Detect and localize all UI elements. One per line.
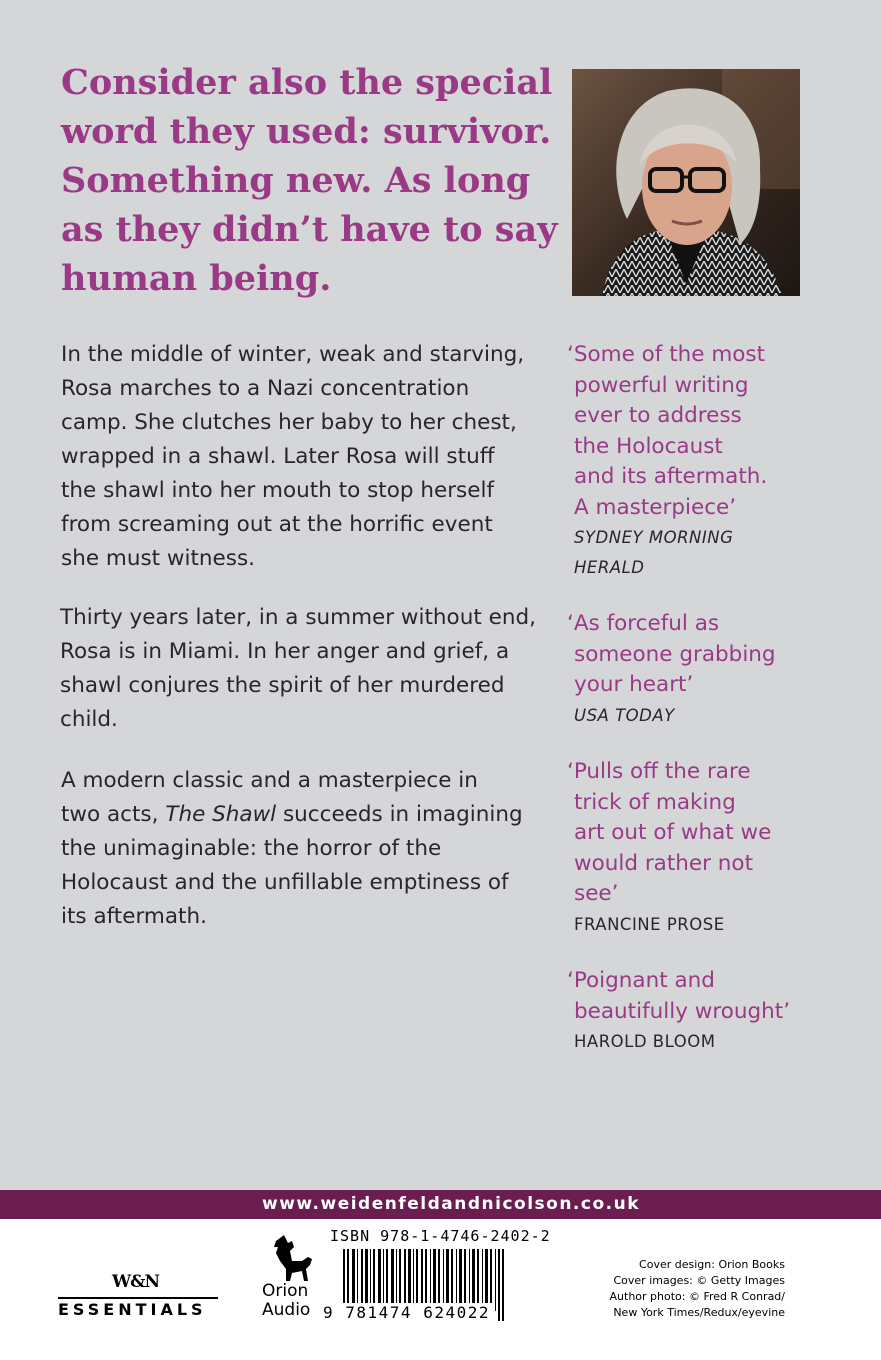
orion-audio-line: Orion — [262, 1281, 309, 1301]
blurb-line: the shawl into her mouth to stop herself — [61, 478, 495, 503]
blurb-line — [61, 798, 531, 832]
footer — [0, 1219, 881, 1360]
review-francine-prose — [567, 757, 867, 940]
pull-quote-line: as they didn’t have to say — [61, 209, 558, 250]
blurb-paragraph-2 — [60, 601, 536, 737]
credit-line: Cover images: © Getty Images — [613, 1274, 785, 1287]
blurb-line: A modern classic and a masterpiece in — [61, 768, 478, 793]
pull-quote-line: word they used: survivor. — [61, 111, 552, 152]
review-quote-line: trick of making — [574, 789, 736, 815]
website-bar — [0, 1190, 881, 1219]
review-quote-line: the Holocaust — [574, 433, 723, 459]
blurb-line: shawl conjures the spirit of her murdered — [60, 673, 505, 698]
orion-audio-logo — [262, 1282, 310, 1320]
blurb-line: wrapped in a shawl. Later Rosa will stuff — [61, 444, 495, 469]
blurb-line: from screaming out at the horrific event — [61, 512, 493, 537]
review-quote-line: someone grabbing — [574, 641, 776, 667]
review-quote-line: and its aftermath. — [574, 464, 768, 489]
blurb-line: camp. She clutches her baby to her chest, — [61, 410, 517, 435]
review-quote-line: ‘Poignant and — [567, 968, 715, 993]
publisher-imprint: ESSENTIALS — [58, 1300, 207, 1319]
review-quote-line: would rather not — [574, 850, 754, 876]
review-source: HAROLD BLOOM — [574, 1032, 716, 1051]
blurb-line: its aftermath. — [61, 904, 207, 929]
review-quote-line: A masterpiece’ — [574, 494, 737, 520]
review-quote — [567, 340, 867, 523]
blurb-line: she must witness. — [61, 546, 256, 571]
review-quote — [567, 609, 867, 701]
blurb-line: the unimaginable: the horror of the — [61, 836, 442, 861]
review-source: USA TODAY — [574, 705, 675, 725]
review-quote — [567, 757, 867, 910]
review-quote-line: ‘Some of the most — [567, 342, 766, 367]
pull-quote-line: human being. — [61, 258, 332, 299]
review-quote-line: see’ — [574, 881, 619, 906]
book-title: The Shawl — [165, 802, 277, 827]
blurb-line: Rosa is in Miami. In her anger and grief, a — [60, 639, 510, 664]
review-quote-line: ‘Pulls off the rare — [567, 759, 751, 784]
pull-quote-line: Something new. As long — [61, 160, 531, 201]
orion-audio-line: Audio — [262, 1300, 311, 1320]
review-quote-line: beautifully wrought’ — [574, 998, 791, 1024]
blurb-line: child. — [60, 707, 118, 732]
orion-dog-icon — [262, 1231, 318, 1283]
publisher-logo-mark: W&N — [112, 1272, 159, 1292]
review-source: FRANCINE PROSE — [574, 914, 725, 934]
website-url[interactable]: www.weidenfeldandnicolson.co.uk — [262, 1194, 641, 1214]
credit-line: Cover design: Orion Books — [639, 1258, 785, 1271]
cover-credits — [610, 1257, 785, 1321]
review-quote-line: powerful writing — [574, 372, 749, 398]
blurb-line: Holocaust and the unfillable emptiness of — [61, 870, 509, 895]
review-harold-bloom — [567, 966, 867, 1057]
barcode-number: 9 781474 624022 — [323, 1303, 490, 1322]
review-quote-line: art out of what we — [574, 820, 772, 845]
author-photo — [572, 69, 800, 296]
blurb-paragraph-1 — [61, 338, 531, 576]
blurb-paragraph-3 — [61, 764, 531, 934]
publisher-logo-rule — [58, 1297, 218, 1299]
credit-line: New York Times/Redux/eyevine — [613, 1306, 785, 1319]
review-source: HERALD — [574, 558, 645, 577]
blurb-line: Rosa marches to a Nazi concentration — [61, 376, 470, 401]
blurb-text: two acts, — [61, 802, 166, 827]
review-sydney-morning-herald — [567, 340, 867, 583]
author-portrait-illustration — [572, 69, 800, 296]
isbn-number: ISBN 978-1-4746-2402-2 — [330, 1227, 551, 1245]
blurb-text: succeeds in imagining — [276, 802, 523, 827]
review-quote-line: your heart’ — [574, 672, 694, 697]
review-source: SYDNEY MORNING — [574, 528, 734, 547]
review-quote-line: ‘As forceful as — [567, 611, 720, 636]
pull-quote — [61, 58, 558, 303]
pull-quote-line: Consider also the special — [61, 62, 553, 103]
review-quote — [567, 966, 867, 1027]
blurb-line: Thirty years later, in a summer without end, — [60, 605, 536, 630]
credit-line: Author photo: © Fred R Conrad/ — [609, 1290, 785, 1303]
review-usa-today — [567, 609, 867, 731]
blurb-line: In the middle of winter, weak and starving, — [61, 342, 525, 367]
review-quote-line: ever to address — [574, 403, 742, 428]
